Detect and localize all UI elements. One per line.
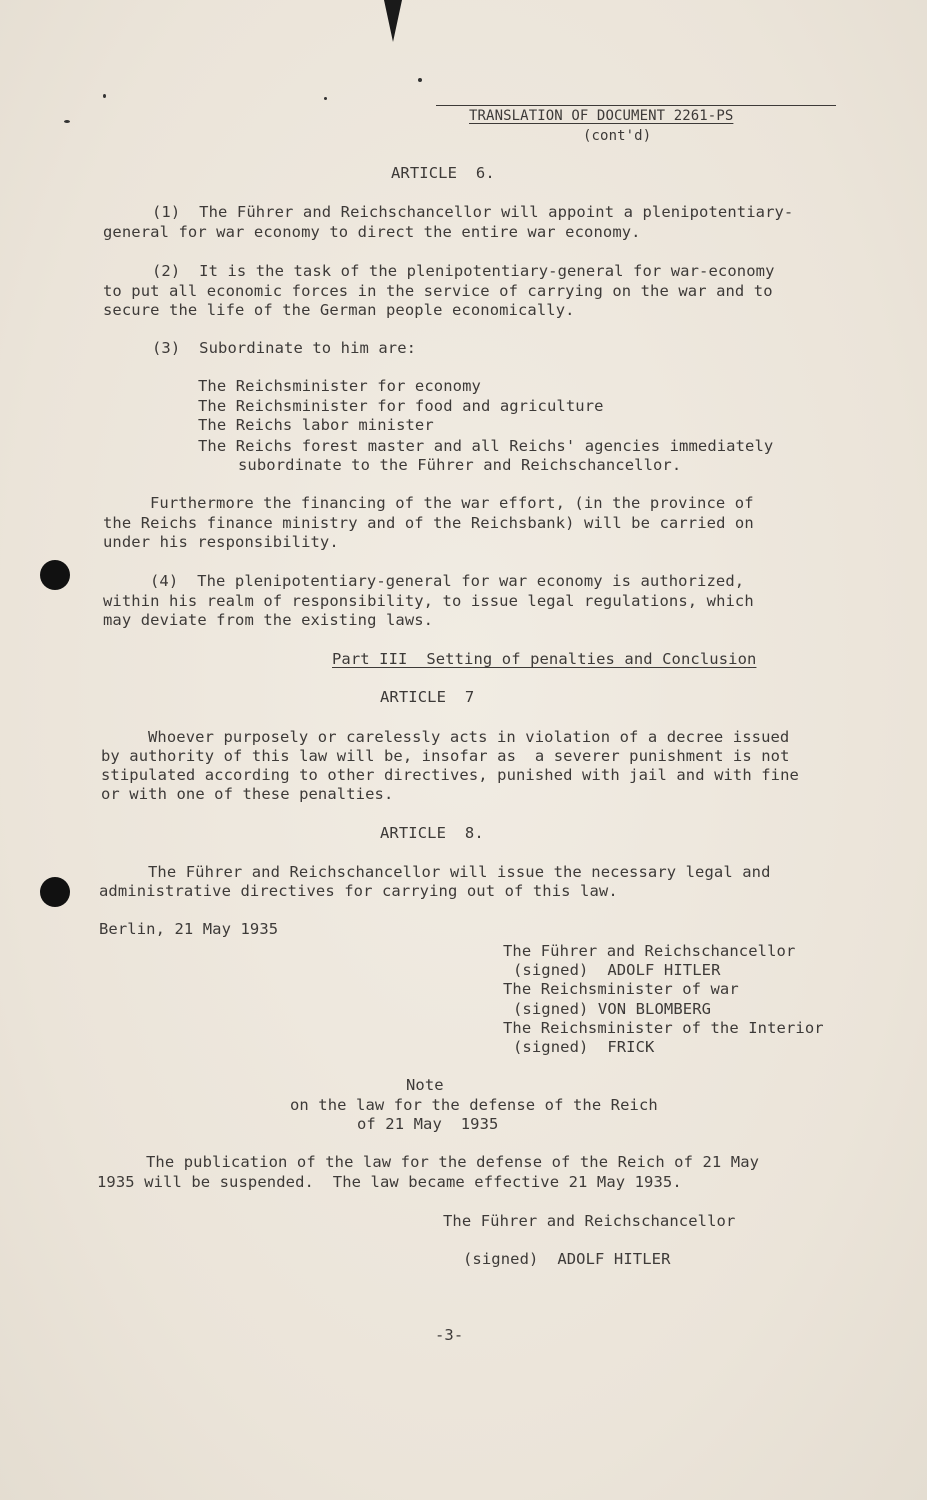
article-6-para-2: to put all economic forces in the service of carrying on the war and to [103, 282, 773, 300]
financing-paragraph: the Reichs finance ministry and of the Reichsbank) will be carried on [103, 514, 754, 532]
article-6-para-4: may deviate from the existing laws. [103, 611, 434, 629]
article-7-text: or with one of these penalties. [101, 785, 394, 803]
article-8-text: administrative directives for carrying out of this law. [99, 882, 618, 900]
financing-paragraph: under his responsibility. [103, 533, 339, 551]
note-text: The publication of the law for the defense of the Reich of 21 May [146, 1153, 760, 1171]
article-6-heading: ARTICLE 6. [391, 164, 495, 182]
article-7-text: stipulated according to other directives, punished with jail and with fine [101, 766, 799, 784]
header-rule [436, 105, 836, 106]
article-7-text: by authority of this law will be, insofar as a severer punishment is not [101, 747, 790, 765]
page-number: -3- [435, 1326, 464, 1344]
staple-mark [384, 0, 402, 42]
article-6-para-1: general for war economy to direct the entire war economy. [103, 223, 641, 241]
signature-line: The Führer and Reichschancellor [503, 942, 796, 960]
article-6-para-4: (4) The plenipotentiary-general for war economy is authorized, [150, 572, 745, 590]
punch-hole [40, 560, 70, 590]
note-subtitle: on the law for the defense of the Reich [290, 1096, 658, 1114]
note-text: 1935 will be suspended. The law became effective 21 May 1935. [97, 1173, 682, 1191]
signature-line: The Reichsminister of war [503, 980, 739, 998]
signature-line: (signed) VON BLOMBERG [513, 1000, 712, 1018]
subordinate-list-item: The Reichsminister for economy [198, 377, 481, 395]
document-contd: (cont'd) [583, 128, 652, 144]
note-subtitle: of 21 May 1935 [357, 1115, 499, 1133]
article-6-para-4: within his realm of responsibility, to issue legal regulations, which [103, 592, 754, 610]
subordinate-list-item: The Reichs labor minister [198, 416, 434, 434]
speck [418, 78, 422, 82]
article-6-para-1: (1) The Führer and Reichschancellor will appoint a plenipotentiary- [152, 203, 794, 221]
article-6-para-2: secure the life of the German people economically. [103, 301, 575, 319]
speck [324, 97, 327, 100]
subordinate-list-item-cont: subordinate to the Führer and Reichschancellor. [238, 456, 682, 474]
signature-line: (signed) ADOLF HITLER [513, 961, 721, 979]
subordinate-list-item: The Reichs forest master and all Reichs' agencies immediately [198, 437, 774, 455]
note-signature: The Führer and Reichschancellor [443, 1212, 736, 1230]
punch-hole [40, 877, 70, 907]
note-title: Note [406, 1076, 444, 1094]
article-7-heading: ARTICLE 7 [380, 688, 475, 706]
signature-line: (signed) FRICK [513, 1038, 655, 1056]
part-3-heading: Part III Setting of penalties and Conclusion [332, 650, 757, 668]
speck [64, 120, 70, 123]
article-6-para-2: (2) It is the task of the plenipotentiary-general for war-economy [152, 262, 775, 280]
signature-line: The Reichsminister of the Interior [503, 1019, 824, 1037]
note-signature: (signed) ADOLF HITLER [463, 1250, 671, 1268]
document-title: TRANSLATION OF DOCUMENT 2261-PS [469, 108, 734, 124]
article-7-text: Whoever purposely or carelessly acts in violation of a decree issued [148, 728, 790, 746]
financing-paragraph: Furthermore the financing of the war effort, (in the province of [150, 494, 754, 512]
article-8-heading: ARTICLE 8. [380, 824, 484, 842]
article-6-para-3: (3) Subordinate to him are: [152, 339, 417, 357]
speck [103, 94, 106, 98]
article-8-text: The Führer and Reichschancellor will issue the necessary legal and [148, 863, 771, 881]
place-date: Berlin, 21 May 1935 [99, 920, 279, 938]
subordinate-list-item: The Reichsminister for food and agriculture [198, 397, 604, 415]
